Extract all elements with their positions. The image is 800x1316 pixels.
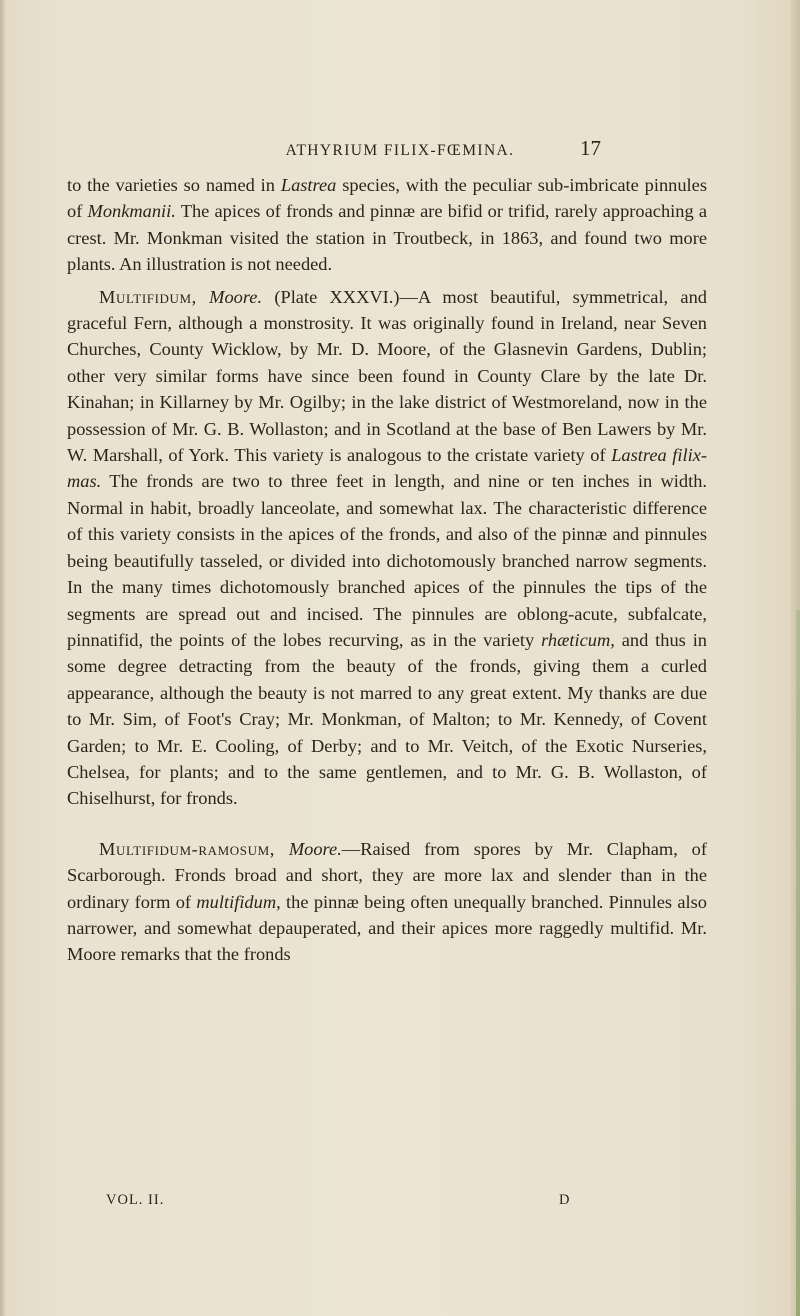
variety-name-multifidum: multifidum, bbox=[196, 891, 281, 912]
paragraph-3-text-b: the pinnæ being often unequally branched. Pinnules also narrower, and somewhat depauperated, and their apices more raggedly multifid. Mr. Moore remarks that the fronds bbox=[67, 891, 707, 965]
paragraph-multifidum-ramosum bbox=[67, 836, 707, 968]
paragraph-2-text-c: and thus in some degree detracting from the beauty of the fronds, giving them a curled appearance, although the beauty is not marred to any great extent. My thanks are due to Mr. Sim, of Foot's Cray; Mr. Monkman, of Malton; to Mr. Kennedy, of Covent Garden; to Mr. E. Cooling, of Derby; and to Mr. Veitch, of the Exotic Nurseries, Chelsea, for plants; and to the same gentlemen, and to Mr. G. B. Wollaston, of Chiselhurst, for fronds. bbox=[67, 629, 707, 809]
paragraph-2-text-b: The fronds are two to three feet in length, and nine or ten inches in width. Normal in habit, broadly lanceolate, and somewhat lax. The characteristic difference of this variety consists in the apices of the fronds, and also of the pinnæ and pinnules being beautifully tasseled, or divided into dichotomously branched narrow segments. In the many times dichotomously branched apices of the pinnules the tips of the segments are spread out and incised. The pinnules are oblong-acute, subfalcate, pinnatifid, the points of the lobes recurving, as in the variety bbox=[67, 471, 707, 650]
paragraph-1-text-a: to the varieties so named in bbox=[67, 175, 281, 195]
page-right-edge bbox=[790, 0, 800, 1316]
variety-name-rhaeticum: rhæticum, bbox=[541, 629, 615, 650]
variety-name-monkmanii: Monkmanii. bbox=[87, 201, 176, 222]
species-name-lastrea-filix-mas: Lastrea filix-mas. bbox=[67, 445, 707, 492]
page-number: 17 bbox=[580, 136, 601, 160]
variety-heading-multifidum-ramosum: Multifidum-ramosum, bbox=[99, 838, 275, 859]
body-text bbox=[67, 172, 707, 968]
running-title: ATHYRIUM FILIX-FŒMINA. bbox=[285, 142, 515, 159]
author-moore: Moore. bbox=[209, 286, 263, 307]
paragraph-1-text-b: species, with the peculiar sub-imbricate pinnules of bbox=[67, 175, 707, 222]
variety-heading-multifidum: Multifidum, bbox=[99, 286, 197, 307]
paragraph-3-text-a: —Raised from spores by Mr. Clapham, of Scarborough. Fronds broad and short, they are more lax and slender than in the ordinary form of bbox=[67, 838, 707, 912]
paragraph-2-text-a: (Plate XXXVI.)—A most beautiful, symmetrical, and graceful Fern, although a monstrosity. It was originally found in Ireland, near Seven Churches, County Wicklow, by Mr. D. Moore, of the Glasnevin Gardens, Dublin; other very similar forms have since been found in County Clare by the late Dr. Kinahan; in Killarney by Mr. Ogilby; in the lake district of Westmoreland, now in the possession of Mr. G. B. Wollaston; and in Scotland at the base of Ben Lawers by Mr. W. Marshall, of York. This variety is analogous to the cristate variety of bbox=[67, 286, 707, 466]
genus-name-lastrea: Lastrea bbox=[280, 175, 337, 195]
signature-mark: D bbox=[559, 1192, 571, 1208]
paragraph-multifidum bbox=[67, 284, 707, 812]
paragraph-1 bbox=[67, 172, 707, 278]
author-moore: Moore. bbox=[288, 838, 342, 859]
page-left-edge bbox=[0, 0, 6, 1316]
paragraph-1-text-c: The apices of fronds and pinnæ are bifid or trifid, rarely approaching a crest. Mr. Monkman visited the station in Troutbeck, in 1863, and found two more plants. An illustration is not needed. bbox=[67, 201, 707, 275]
volume-label: VOL. II. bbox=[106, 1192, 165, 1208]
page-edge-tint bbox=[796, 610, 800, 1316]
